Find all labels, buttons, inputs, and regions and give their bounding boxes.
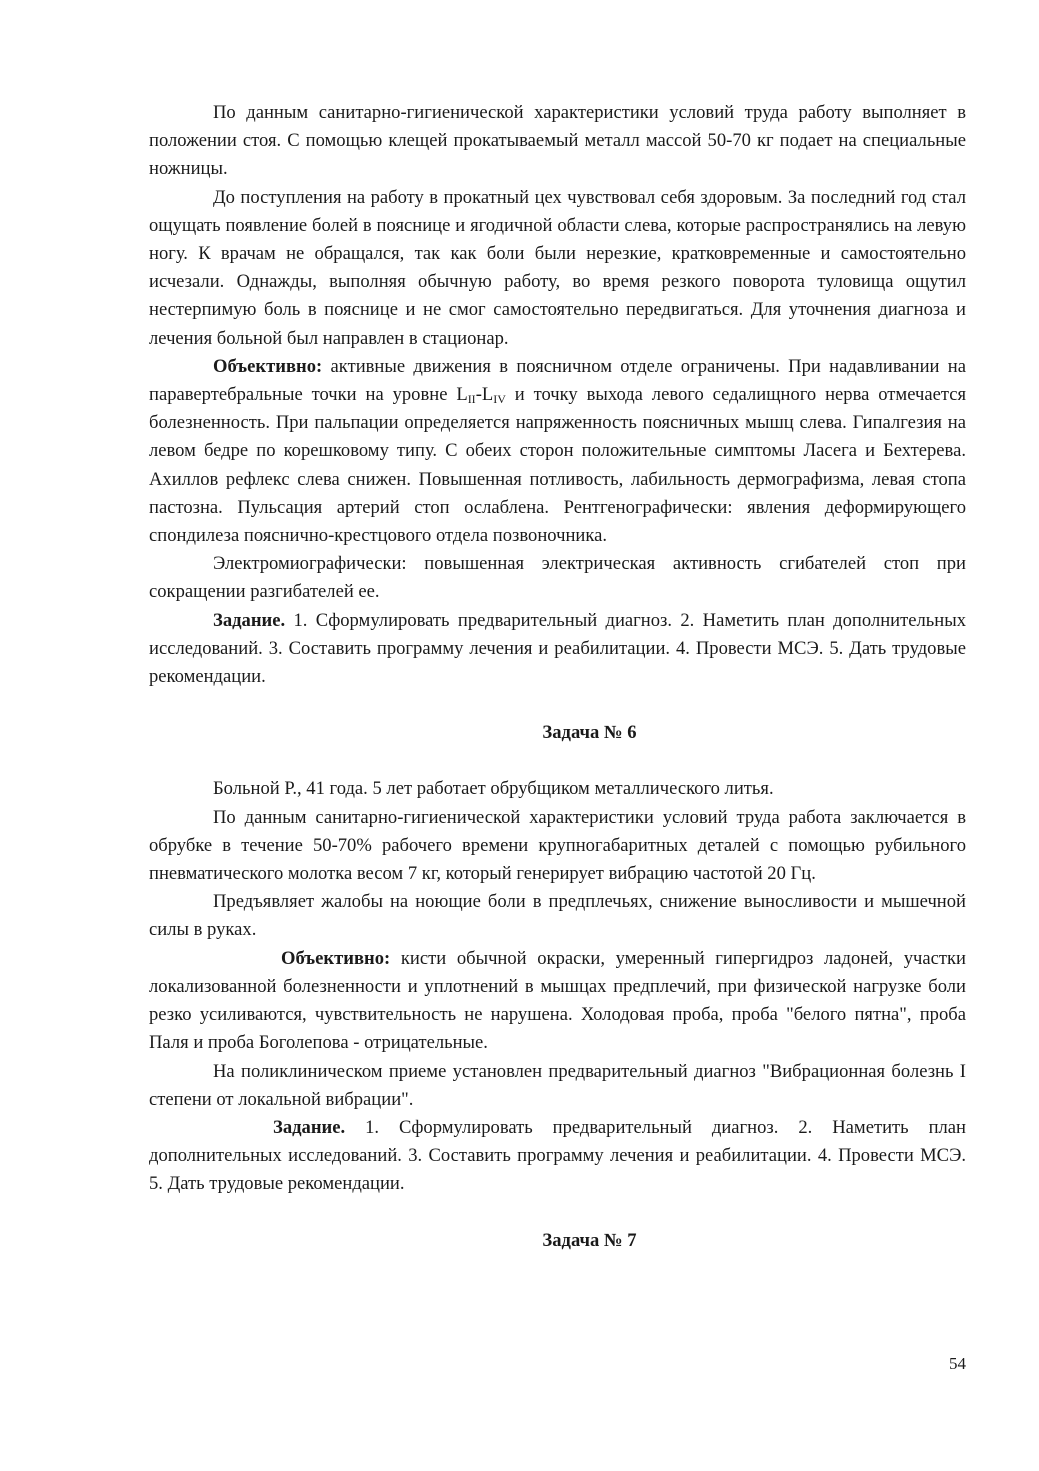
paragraph-emg: Электромиографически: повышенная электрическая активность сгибателей стоп при сокращении разгибателей ее. bbox=[149, 553, 966, 603]
paragraph-complaints: Предъявляет жалобы на ноющие боли в предплечьях, снижение выносливости и мышечной силы в руках. bbox=[149, 891, 966, 941]
paragraph-working-conditions: По данным санитарно-гигиенической характеристики условий труда работу выполняет в положении стоя. С помощью клещей прокатываемый металл массой 50-70 кг подает на специальные ножницы. bbox=[149, 102, 966, 180]
paragraph-task-assignment-6 bbox=[149, 1114, 966, 1199]
objective-label: Объективно: bbox=[213, 355, 323, 377]
vertebra-sub-b: IV bbox=[493, 392, 506, 407]
task-label: Задание. bbox=[213, 609, 286, 631]
task-text: 1. Сформулировать предварительный диагноз. 2. Наметить план дополнительных исследований. 3. Составить программу лечения и реабилитации. 4. Провести МСЭ. 5. Дать трудовые рекомендации. bbox=[149, 609, 966, 688]
paragraph-anamnesis: До поступления на работу в прокатный цех чувствовал себя здоровым. За последний год стал ощущать появление болей в пояснице и ягодичной области слева, которые распространялись на левую ногу. К врачам не обращался, так как боли были нерезкие, кратковременные и самостоятельно исчезали. Однажды, выполняя обычную работу, во время резкого поворота туловища ощутил нестерпимую боль в пояснице и не смог самостоятельно передвигаться. Для уточнения диагноза и лечения больной был направлен в стационар. bbox=[149, 186, 966, 349]
paragraph-objective-findings bbox=[149, 353, 966, 550]
vertebra-dash: -L bbox=[475, 384, 494, 406]
paragraph-task-assignment bbox=[149, 607, 966, 692]
paragraph-patient-intro: Больной Р., 41 года. 5 лет работает обрубщиком металлического литья. bbox=[213, 778, 774, 800]
objective-label-6: Объективно: bbox=[281, 947, 391, 969]
task-text-6: 1. Сформулировать предварительный диагноз. 2. Наметить план дополнительных исследований. 3. Составить программу лечения и реабилитации. 4. Провести МСЭ. 5. Дать трудовые рекомендации. bbox=[149, 1116, 966, 1195]
objective-text-a: активные движения в поясничном отделе ограничены. При надавливании на паравертебральные точки на уровне L bbox=[149, 355, 966, 406]
task-7-heading: Задача № 7 bbox=[542, 1229, 637, 1251]
objective-text-b: и точку выхода левого седалищного нерва отмечается болезненность. При пальпации определяется напряженность поясничных мышц слева. Гипалгезия на левом бедре по корешковому типу. С обеих сторон положительные симптомы Ласега и Бехтерева. Ахиллов рефлекс слева снижен. Повышенная потливость, лабильность дермографизма, левая стопа пастозна. Пульсация артерий стоп ослаблена. Рентгенографически: явления деформирующего спондилеза пояснично-крестцового отдела позвоночника. bbox=[149, 384, 966, 547]
vertebra-sub-a: II bbox=[467, 392, 476, 407]
document-body bbox=[149, 99, 966, 1255]
paragraph-preliminary-diagnosis: На поликлиническом приеме установлен предварительный диагноз "Вибрационная болезнь I степени от локальной вибрации". bbox=[149, 1060, 966, 1110]
objective-text-6: кисти обычной окраски, умеренный гипергидроз ладоней, участки локализованной болезненности и уплотнений в мышцах предплечий, при физической нагрузке боли резко усиливаются, чувствительность не нарушена. Холодовая проба, проба "белого пятна", проба Паля и проба Боголепова - отрицательные. bbox=[149, 947, 966, 1054]
task-6-heading: Задача № 6 bbox=[542, 722, 637, 744]
page-number: 54 bbox=[949, 1354, 966, 1373]
task-label-6: Задание. bbox=[273, 1116, 346, 1138]
paragraph-objective-findings-6 bbox=[149, 945, 966, 1058]
paragraph-working-conditions-6: По данным санитарно-гигиенической характеристики условий труда работа заключается в обрубке в течение 50-70% рабочего времени крупногабаритных деталей с помощью рубильного пневматического молотка весом 7 кг, который генерирует вибрацию частотой 20 Гц. bbox=[149, 806, 966, 885]
